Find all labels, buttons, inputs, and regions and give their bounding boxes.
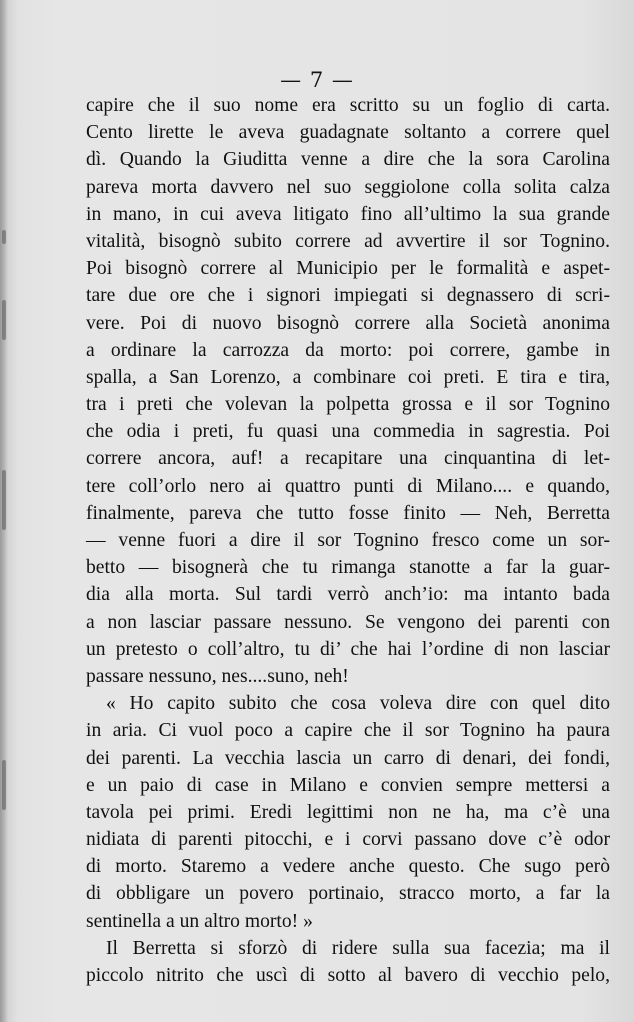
text-line: in aria. Ci vuol poco a capire che il sor Tognino ha paura <box>86 720 610 742</box>
text-line: Poi bisognò correre al Municipio per le formalità e aspet- <box>86 258 610 280</box>
text-line: in mano, in cui aveva litigato fino all’ultimo la sua grande <box>86 203 610 225</box>
text-line: finalmente, pareva che tutto fosse finito — Neh, Berretta <box>86 502 610 524</box>
text-line: tavola pei primi. Eredi legittimi non ne ha, ma c’è una <box>86 801 610 823</box>
binding-mark <box>2 760 6 810</box>
text-line: pareva morta davvero nel suo seggiolone colla solita calza <box>86 176 610 198</box>
text-line: betto — bisognerà che tu rimanga stanotte a far la guar- <box>86 557 610 579</box>
text-line: dei parenti. La vecchia lascia un carro di denari, dei fondi, <box>86 747 610 769</box>
text-line: — venne fuori a dire il sor Tognino fresco come un sor- <box>86 530 610 551</box>
text-line: vitalità, bisognò subito correre ad avvertire il sor Tognino. <box>86 230 610 252</box>
text-line: a ordinare la carrozza da morto: poi correre, gambe in <box>86 339 610 361</box>
text-line: Cento lirette le aveva guadagnate soltanto a correre quel <box>86 122 610 144</box>
text-line: tare due ore che i signori impiegati si degnassero di scri- <box>86 285 610 307</box>
body-text <box>86 92 610 989</box>
text-line: sentinella a un altro morto! » <box>86 910 313 932</box>
text-line: e un paio di case in Milano e convien sempre mettersi a <box>86 774 610 796</box>
text-line: « Ho capito subito che cosa voleva dire con quel dito <box>106 693 610 715</box>
page-number: — 7 — <box>280 68 354 92</box>
text-line: vere. Poi di nuovo bisognò correre alla Società anonima <box>86 312 610 334</box>
text-line: tere coll’orlo nero ai quattro punti di Milano.... e quando, <box>86 475 610 497</box>
text-line: che odia i preti, fu quasi una commedia in sagrestia. Poi <box>86 421 610 443</box>
text-line: capire che il suo nome era scritto su un foglio di carta. <box>86 95 610 116</box>
text-line: passare nessuno, nes....suno, neh! <box>86 665 349 687</box>
text-line: di obbligare un povero portinaio, stracco morto, a far la <box>86 883 610 905</box>
text-line: Il Berretta si sforzò di ridere sulla sua facezia; ma il <box>106 937 610 959</box>
binding-mark <box>2 230 6 244</box>
text-line: spalla, a San Lorenzo, a combinare coi preti. E tira e tira, <box>86 366 610 388</box>
text-line: a non lasciar passare nessuno. Se vengono dei parenti con <box>86 611 610 633</box>
text-line: un pretesto o coll’altro, tu di’ che hai l’ordine di non lasciar <box>86 638 610 660</box>
binding-mark <box>2 470 6 530</box>
text-line: correre ancora, auf! a recapitare una cinquantina di let- <box>86 448 610 470</box>
text-line: di morto. Staremo a vedere anche questo. Che sugo però <box>86 856 610 878</box>
text-line: nidiata di parenti pitocchi, e i corvi passano dove c’è odor <box>86 829 610 851</box>
text-line: dì. Quando la Giuditta venne a dire che la sora Carolina <box>86 149 610 171</box>
binding-mark <box>2 300 6 340</box>
text-line: piccolo nitrito che uscì di sotto al bavero di vecchio pelo, <box>86 965 610 986</box>
text-line: dia alla morta. Sul tardi verrò anch’io: ma intanto bada <box>86 584 610 606</box>
text-line: tra i preti che volevan la polpetta grossa e il sor Tognino <box>86 394 610 416</box>
